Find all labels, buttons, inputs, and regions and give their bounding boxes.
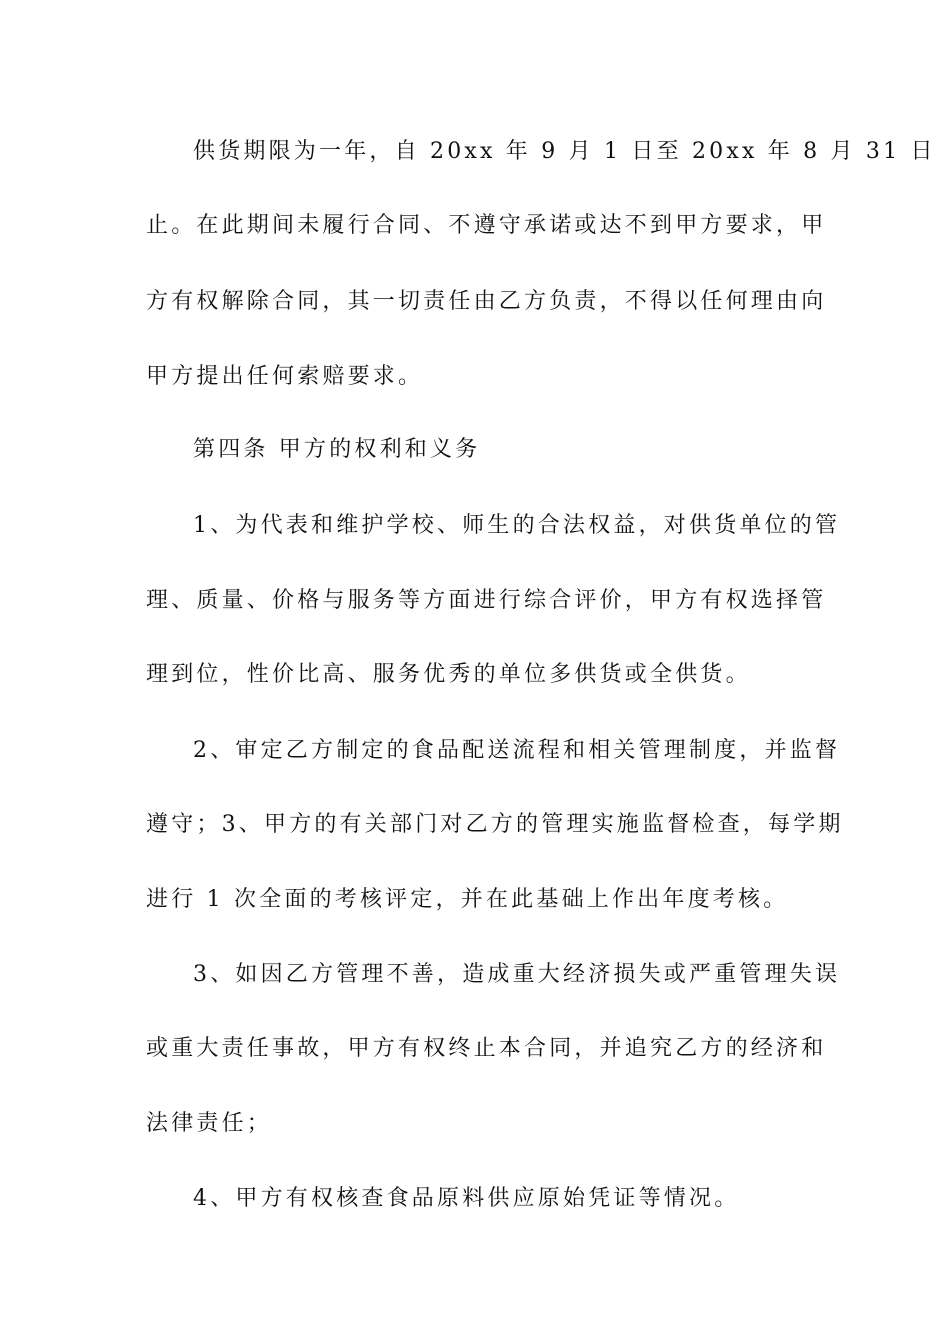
paragraph-supply-period-line-2: 止。在此期间未履行合同、不遵守承诺或达不到甲方要求，甲 [146, 213, 827, 238]
paragraph-supply-period-line-3: 方有权解除合同，其一切责任由乙方负责，不得以任何理由向 [146, 289, 827, 314]
paragraph-supply-period-line-1: 供货期限为一年，自 20xx 年 9 月 1 日至 20xx 年 8 月 31 日 [193, 139, 936, 164]
item-2-line-3: 进行 1 次全面的考核评定，并在此基础上作出年度考核。 [146, 887, 789, 912]
item-4-line-1: 4、甲方有权核查食品原料供应原始凭证等情况。 [193, 1186, 740, 1211]
item-1-line-3: 理到位，性价比高、服务优秀的单位多供货或全供货。 [146, 662, 751, 687]
paragraph-supply-period-line-4: 甲方提出任何索赔要求。 [146, 364, 424, 389]
item-2-line-1: 2、审定乙方制定的食品配送流程和相关管理制度，并监督 [193, 738, 841, 763]
item-3-line-3: 法律责任； [146, 1111, 273, 1136]
item-3-line-1: 3、如因乙方管理不善，造成重大经济损失或严重管理失误 [193, 962, 841, 987]
item-2-line-2: 遵守；3、甲方的有关部门对乙方的管理实施监督检查，每学期 [146, 812, 844, 837]
section-heading-article-four: 第四条 甲方的权利和义务 [193, 437, 481, 462]
item-1-line-2: 理、质量、价格与服务等方面进行综合评价，甲方有权选择管 [146, 588, 827, 613]
item-3-line-2: 或重大责任事故，甲方有权终止本合同，并追究乙方的经济和 [146, 1036, 827, 1061]
item-1-line-1: 1、为代表和维护学校、师生的合法权益，对供货单位的管 [193, 513, 841, 538]
